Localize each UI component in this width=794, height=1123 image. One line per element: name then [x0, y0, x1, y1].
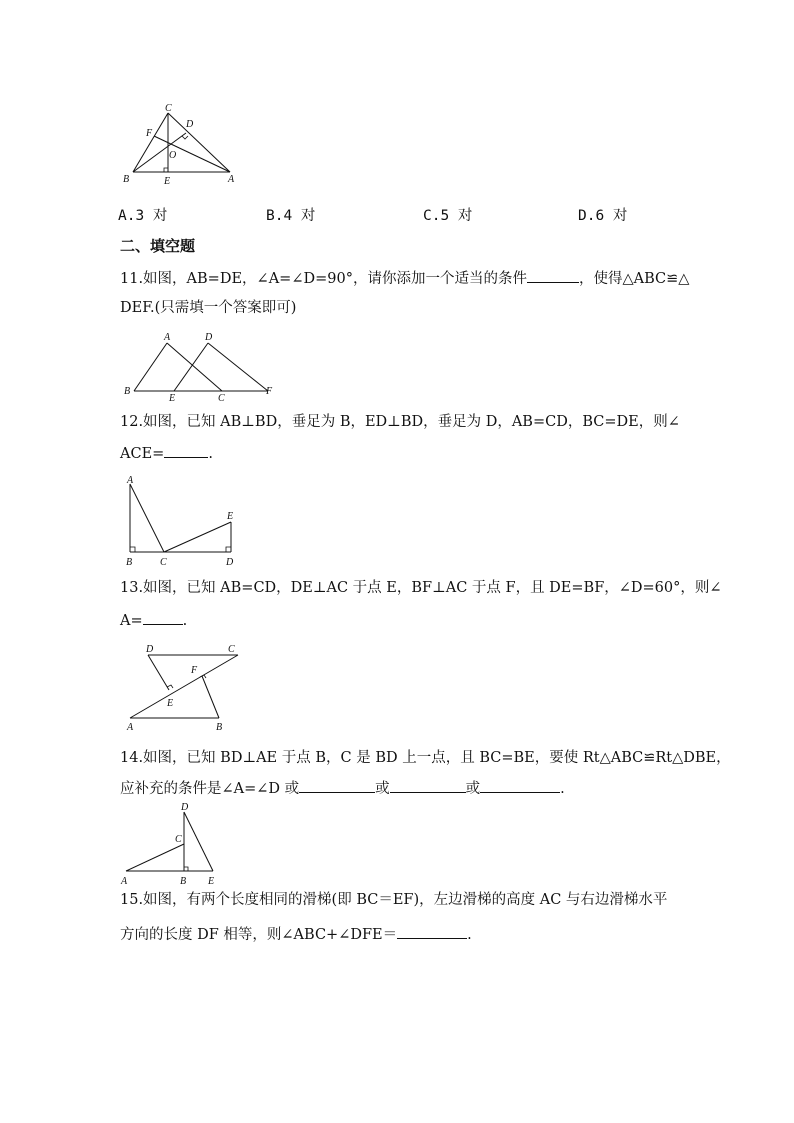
q15-blank[interactable] [397, 924, 467, 939]
q13-label-c: C [228, 644, 235, 655]
q11-label-d: D [205, 332, 213, 343]
q15-line2 [120, 924, 472, 945]
q12-label-d: D [226, 557, 234, 568]
q14-blank-1[interactable] [299, 778, 375, 793]
q14-text-a: 应补充的条件是∠A=∠D 或 [120, 781, 300, 797]
q12-line1: 12.如图，已知 AB⊥BD，垂足为 B，ED⊥BD，垂足为 D，AB=CD，BC=DE，则∠ [120, 414, 680, 430]
q13-line1: 13.如图，已知 AB=CD，DE⊥AC 于点 E，BF⊥AC 于点 F，且 DE=BF，∠D=60°，则∠ [120, 580, 722, 596]
q14-right-triangles-diagram [118, 802, 228, 888]
q10-triangle-diagram [118, 100, 248, 190]
q14-blank-3[interactable] [480, 778, 560, 793]
q11-label-e: E [169, 393, 176, 404]
q12-label-b: B [126, 557, 133, 568]
q11-text-a: 11.如图，AB=DE，∠A=∠D=90°，请你添加一个适当的条件 [120, 271, 527, 287]
q14-blank-2[interactable] [390, 778, 466, 793]
q11-label-f: F [266, 386, 273, 397]
q13-label-a: A [127, 722, 134, 733]
q13-figure [118, 640, 258, 732]
q10-option-b: B.4 对 [266, 208, 316, 224]
q13-label-e: E [167, 698, 174, 709]
q10-label-f: F [146, 128, 153, 139]
q14-line2 [120, 778, 565, 799]
q10-figure [118, 100, 248, 190]
q13-label-d: D [146, 644, 154, 655]
section-title: 二、填空题 [120, 237, 196, 255]
q14-label-d: D [181, 802, 189, 813]
q11-blank[interactable] [527, 268, 579, 283]
q11-figure [118, 330, 278, 402]
q12-blank[interactable] [164, 443, 208, 458]
q10-option-c: C.5 对 [423, 208, 473, 224]
q13-line2 [120, 610, 187, 631]
q11-label-b: B [124, 386, 131, 397]
q10-label-e: E [164, 176, 171, 187]
q13-blank[interactable] [143, 610, 183, 625]
q14-line1: 14.如图，已知 BD⊥AE 于点 B，C 是 BD 上一点，且 BC=BE，要使 Rt△ABC≌Rt△DBE， [120, 750, 731, 766]
q12-label-a: A [127, 475, 134, 486]
q10-label-c: C [165, 103, 172, 114]
q11-label-c: C [218, 393, 225, 404]
q14-end: . [560, 781, 565, 797]
q11-line1 [120, 268, 689, 289]
q10-label-d: D [186, 119, 194, 130]
q14-label-e: E [208, 876, 215, 887]
q13-label-f: F [191, 665, 198, 676]
q10-option-a: A.3 对 [118, 208, 168, 224]
q14-label-a: A [121, 876, 128, 887]
q12-label-c: C [160, 557, 167, 568]
q11-label-a: A [164, 332, 171, 343]
q10-label-o: O [169, 150, 177, 161]
q10-label-b: B [123, 174, 130, 185]
q15-text-a: 方向的长度 DF 相等，则∠ABC+∠DFE＝ [120, 927, 398, 943]
q13-parallelogram-diagram [118, 640, 258, 732]
q14-label-c: C [175, 834, 182, 845]
q14-figure [118, 802, 228, 888]
q14-or-2: 或 [465, 781, 481, 797]
q12-text-a: ACE= [120, 446, 165, 462]
q11-text-b: ，使得△ABC≌△ [578, 271, 690, 287]
q10-label-a: A [228, 174, 235, 185]
q12-right-angle-diagram [118, 474, 248, 566]
q13-text-a: A= [120, 613, 143, 629]
q12-label-e: E [227, 511, 234, 522]
q15-text-b: . [467, 927, 472, 943]
q12-text-b: . [208, 446, 213, 462]
q14-or-1: 或 [375, 781, 390, 797]
q13-label-b: B [216, 722, 223, 733]
q15-line1: 15.如图，有两个长度相同的滑梯(即 BC＝EF)，左边滑梯的高度 AC 与右边滑梯水平 [120, 892, 668, 908]
q12-figure [118, 474, 248, 566]
q10-option-d: D.6 对 [578, 208, 628, 224]
q13-text-b: . [182, 613, 188, 629]
q12-line2 [120, 443, 213, 464]
q14-label-b: B [180, 876, 187, 887]
q11-triangles-diagram [118, 330, 278, 402]
q11-line2: DEF.(只需填一个答案即可) [120, 300, 297, 316]
